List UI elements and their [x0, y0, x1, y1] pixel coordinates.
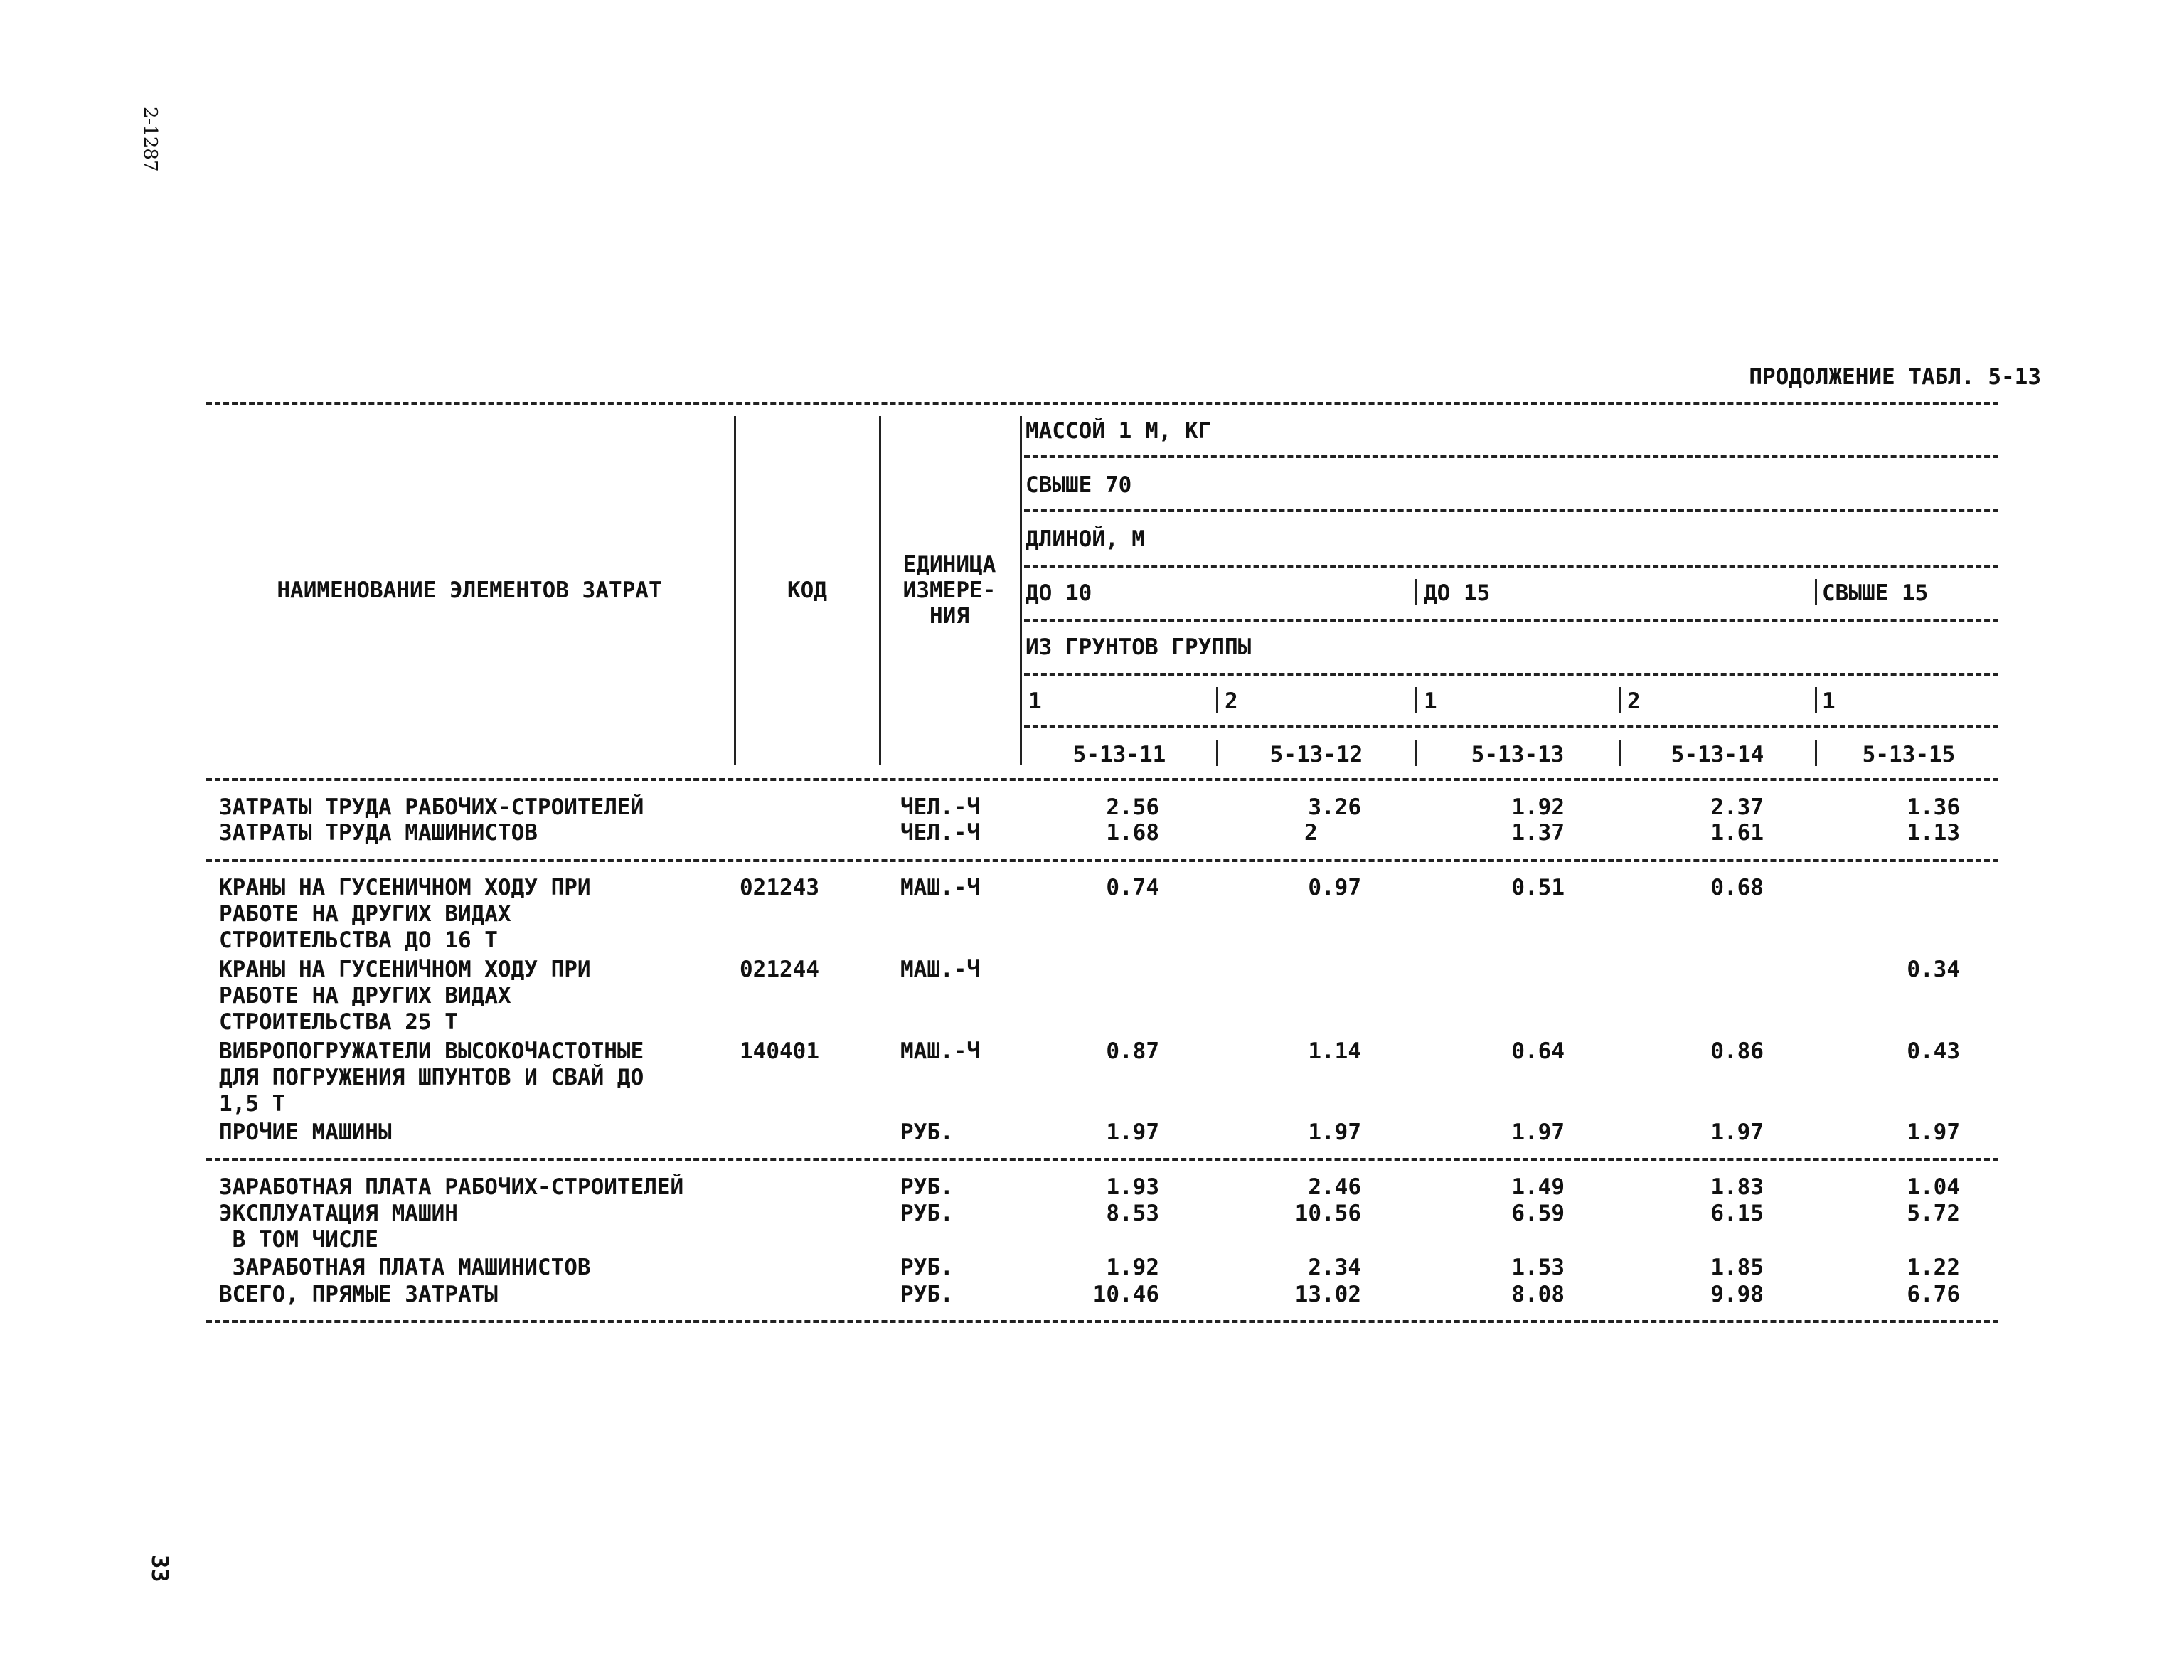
row-unit: РУБ. — [900, 1282, 954, 1307]
row-value: 1.97 — [1106, 1120, 1159, 1145]
row-name: КРАНЫ НА ГУСЕНИЧНОМ ХОДУ ПРИ — [219, 957, 591, 982]
header-code-col: КОД — [787, 578, 827, 603]
row-value: 9.98 — [1710, 1282, 1764, 1307]
row-value: 2.46 — [1308, 1174, 1361, 1200]
row-value: 0.34 — [1907, 957, 1960, 982]
code-divider-4 — [1815, 740, 1817, 766]
col-divider-unit — [1020, 416, 1022, 765]
row-code: 021243 — [740, 875, 819, 900]
section-rule — [206, 859, 1998, 862]
header-rule-mass — [1024, 455, 1998, 458]
row-name: ВСЕГО, ПРЯМЫЕ ЗАТРАТЫ — [219, 1282, 498, 1307]
row-value: 1.14 — [1308, 1038, 1361, 1064]
row-unit: РУБ. — [900, 1255, 954, 1280]
row-name: ДЛЯ ПОГРУЖЕНИЯ ШПУНТОВ И СВАЙ ДО — [219, 1065, 644, 1090]
header-code-5-13-14: 5-13-14 — [1671, 742, 1764, 767]
row-code: 140401 — [740, 1038, 819, 1064]
header-length: ДЛИНОЙ, М — [1026, 526, 1145, 552]
header-code-5-13-12: 5-13-12 — [1269, 742, 1363, 767]
row-value: 0.97 — [1308, 875, 1361, 900]
row-value: 13.02 — [1294, 1282, 1361, 1307]
row-name: 1,5 Т — [219, 1091, 286, 1117]
row-value: 0.86 — [1710, 1038, 1764, 1064]
row-value: 1.83 — [1710, 1174, 1764, 1200]
row-value: 1.68 — [1106, 820, 1159, 846]
header-soil: ИЗ ГРУНТОВ ГРУППЫ — [1026, 634, 1252, 660]
soil-divider-2 — [1415, 687, 1417, 713]
row-value: 1.13 — [1907, 820, 1960, 846]
header-soil-group-1: 1 — [1028, 689, 1042, 714]
row-unit: РУБ. — [900, 1201, 954, 1226]
row-value: 2.56 — [1106, 794, 1159, 820]
row-name: СТРОИТЕЛЬСТВА 25 Т — [219, 1009, 458, 1035]
header-bottom-rule — [206, 778, 1998, 781]
row-unit: МАШ.-Ч — [900, 957, 980, 982]
row-value: 8.08 — [1511, 1282, 1565, 1307]
row-value: 6.15 — [1710, 1201, 1764, 1226]
soil-divider-4 — [1815, 687, 1817, 713]
row-value: 2.37 — [1710, 794, 1764, 820]
header-over-70: СВЫШЕ 70 — [1026, 472, 1132, 498]
row-value: 1.85 — [1710, 1255, 1764, 1280]
header-soil-group-5: 1 — [1822, 689, 1836, 714]
soil-divider-3 — [1619, 687, 1621, 713]
row-code: 021244 — [740, 957, 819, 982]
row-name: ЗАРАБОТНАЯ ПЛАТА РАБОЧИХ-СТРОИТЕЛЕЙ — [219, 1174, 684, 1200]
header-name-col: НАИМЕНОВАНИЕ ЭЛЕМЕНТОВ ЗАТРАТ — [277, 578, 662, 603]
row-name: КРАНЫ НА ГУСЕНИЧНОМ ХОДУ ПРИ — [219, 875, 591, 900]
row-value: 1.97 — [1907, 1120, 1960, 1145]
row-unit: МАШ.-Ч — [900, 1038, 980, 1064]
row-name: ЗАРАБОТНАЯ ПЛАТА МАШИНИСТОВ — [219, 1255, 591, 1280]
row-value: 10.56 — [1294, 1201, 1361, 1226]
row-unit: ЧЕЛ.-Ч — [900, 820, 980, 846]
row-name: В ТОМ ЧИСЛЕ — [219, 1227, 378, 1253]
row-value: 1.97 — [1710, 1120, 1764, 1145]
header-rule-over70 — [1024, 509, 1998, 512]
header-unit-line-3: НИЯ — [929, 603, 969, 629]
row-value: 10.46 — [1092, 1282, 1159, 1307]
header-soil-group-4: 2 — [1627, 689, 1641, 714]
header-code-5-13-11: 5-13-11 — [1072, 742, 1166, 767]
table-caption: ПРОДОЛЖЕНИЕ ТАБЛ. 5-13 — [1749, 364, 2041, 390]
row-value: 5.72 — [1907, 1201, 1960, 1226]
header-rule-len-groups — [1024, 619, 1998, 622]
row-unit: РУБ. — [900, 1174, 954, 1200]
row-value: 1.36 — [1907, 794, 1960, 820]
row-value: 1.49 — [1511, 1174, 1565, 1200]
margin-code: 2-1287 — [139, 107, 161, 172]
row-value: 3.26 — [1308, 794, 1361, 820]
soil-divider-1 — [1216, 687, 1218, 713]
section-rule — [206, 1158, 1998, 1161]
header-len-group-2: ДО 15 — [1424, 580, 1491, 606]
row-value: 1.92 — [1106, 1255, 1159, 1280]
row-value: 0.74 — [1106, 875, 1159, 900]
page-number: 33 — [147, 1555, 174, 1583]
row-value: 1.04 — [1907, 1174, 1960, 1200]
row-value: 1.53 — [1511, 1255, 1565, 1280]
row-unit: ЧЕЛ.-Ч — [900, 794, 980, 820]
col-divider-code — [879, 416, 881, 765]
row-name: РАБОТЕ НА ДРУГИХ ВИДАХ — [219, 983, 511, 1009]
code-divider-3 — [1619, 740, 1621, 766]
header-soil-group-3: 1 — [1424, 689, 1437, 714]
header-soil-group-2: 2 — [1225, 689, 1238, 714]
row-value: 0.64 — [1511, 1038, 1565, 1064]
row-value: 1.97 — [1308, 1120, 1361, 1145]
header-unit-line-2: ИЗМЕРЕ- — [902, 578, 996, 603]
row-value: 1.97 — [1511, 1120, 1565, 1145]
row-value: 2 — [1304, 820, 1318, 846]
row-name: ЗАТРАТЫ ТРУДА РАБОЧИХ-СТРОИТЕЛЕЙ — [219, 794, 644, 820]
code-divider-2 — [1415, 740, 1417, 766]
row-value: 1.61 — [1710, 820, 1764, 846]
row-name: СТРОИТЕЛЬСТВА ДО 16 Т — [219, 927, 498, 953]
row-unit: РУБ. — [900, 1120, 954, 1145]
header-code-5-13-15: 5-13-15 — [1862, 742, 1956, 767]
row-name: ЭКСПЛУАТАЦИЯ МАШИН — [219, 1201, 458, 1226]
header-unit-line-1: ЕДИНИЦА — [902, 552, 996, 578]
header-len-group-1: ДО 10 — [1026, 580, 1092, 606]
row-name: ЗАТРАТЫ ТРУДА МАШИНИСТОВ — [219, 820, 538, 846]
row-value: 6.59 — [1511, 1201, 1565, 1226]
header-rule-soil — [1024, 673, 1998, 676]
header-rule-length — [1024, 565, 1998, 568]
row-unit: МАШ.-Ч — [900, 875, 980, 900]
row-value: 0.43 — [1907, 1038, 1960, 1064]
row-name: ПРОЧИЕ МАШИНЫ — [219, 1120, 392, 1145]
len-divider-2 — [1815, 579, 1817, 605]
row-value: 1.37 — [1511, 820, 1565, 846]
row-value: 0.87 — [1106, 1038, 1159, 1064]
row-name: РАБОТЕ НА ДРУГИХ ВИДАХ — [219, 901, 511, 927]
col-divider-name — [734, 416, 736, 765]
row-value: 0.68 — [1710, 875, 1764, 900]
header-len-group-3: СВЫШЕ 15 — [1822, 580, 1929, 606]
row-value: 1.93 — [1106, 1174, 1159, 1200]
row-value: 1.92 — [1511, 794, 1565, 820]
row-value: 6.76 — [1907, 1282, 1960, 1307]
table-bottom-rule — [206, 1320, 1998, 1323]
row-value: 1.22 — [1907, 1255, 1960, 1280]
row-value: 0.51 — [1511, 875, 1565, 900]
row-value: 2.34 — [1308, 1255, 1361, 1280]
header-rule-soil-groups — [1024, 725, 1998, 728]
code-divider-1 — [1216, 740, 1218, 766]
header-mass: МАССОЙ 1 М, КГ — [1026, 418, 1212, 444]
row-value: 8.53 — [1106, 1201, 1159, 1226]
len-divider-1 — [1415, 579, 1417, 605]
header-code-5-13-13: 5-13-13 — [1471, 742, 1565, 767]
header-top-rule — [206, 402, 1998, 405]
row-name: ВИБРОПОГРУЖАТЕЛИ ВЫСОКОЧАСТОТНЫЕ — [219, 1038, 644, 1064]
